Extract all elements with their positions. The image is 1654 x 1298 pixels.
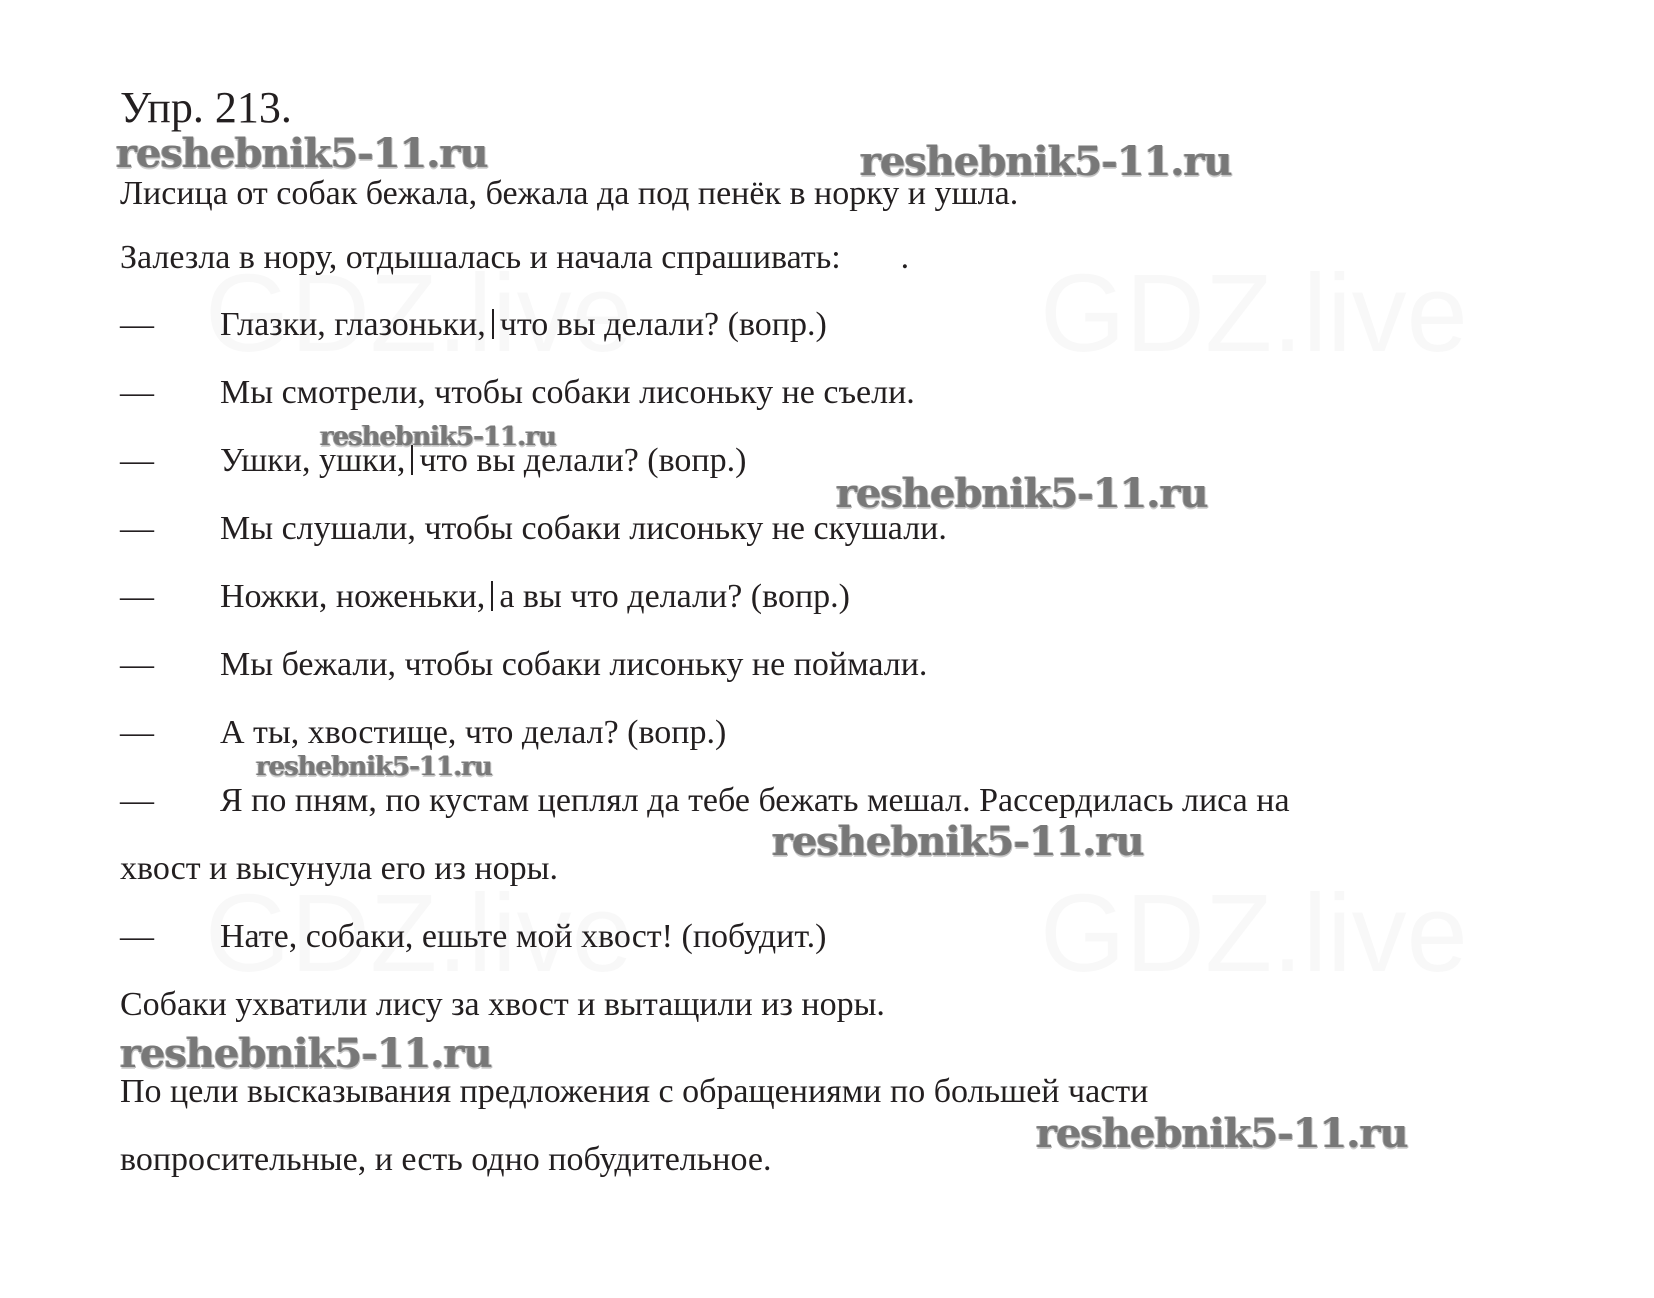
intro-line-2-dot: .: [900, 239, 910, 276]
dialog-line-3-question: что вы делали? (вопр.): [419, 442, 747, 479]
dialog-line-2: Мы смотрели, чтобы собаки лисоньку не съели.: [220, 374, 915, 411]
dialog-dash: —: [120, 714, 154, 751]
faint-watermark: [1040, 870, 1468, 997]
site-watermark: reshebnik5-11.ru: [1036, 1110, 1408, 1157]
dialog-line-5-address: Ножки, ноженьки,: [220, 578, 486, 615]
site-watermark: reshebnik5-11.ru: [772, 818, 1144, 865]
site-watermark: reshebnik5-11.ru: [320, 422, 557, 452]
dialog-line-7: А ты, хвостище, что делал? (вопр.): [220, 714, 727, 751]
dialog-line-4: Мы слушали, чтобы собаки лисоньку не скушали.: [220, 510, 947, 547]
site-watermark: reshebnik5-11.ru: [120, 1030, 492, 1077]
dialog-line-8-continuation: хвост и высунула его из норы.: [120, 850, 558, 887]
intro-line: Лисица от собак бежала, бежала да под пенёк в норку и ушла.: [120, 175, 1019, 212]
dialog-line-1-address: Глазки, глазоньки,: [220, 306, 486, 343]
dialog-dash: —: [120, 782, 154, 819]
intro-line-2-text: Залезла в нору, отдышалась и начала спрашивать:: [120, 239, 841, 276]
dialog-line-6: Мы бежали, чтобы собаки лисоньку не поймали.: [220, 646, 928, 683]
dialog-dash: —: [120, 306, 154, 343]
dialog-dash: —: [120, 442, 154, 479]
site-watermark: reshebnik5-11.ru: [256, 752, 493, 782]
dialog-dash: —: [120, 510, 154, 547]
exercise-title: Упр. 213.: [120, 83, 292, 132]
dialog-line-5-question: а вы что делали? (вопр.): [499, 578, 850, 615]
outro-line: Собаки ухватили лису за хвост и вытащили из норы.: [120, 986, 885, 1023]
dialog-dash: —: [120, 578, 154, 615]
site-watermark: reshebnik5-11.ru: [860, 138, 1232, 185]
conclusion-line-2: вопросительные, и есть одно побудительное.: [120, 1141, 772, 1178]
dialog-dash: —: [120, 374, 154, 411]
site-watermark: reshebnik5-11.ru: [836, 470, 1208, 517]
dialog-line-5: [220, 577, 850, 617]
dialog-line-1-question: что вы делали? (вопр.): [499, 306, 827, 343]
conclusion-line-1: По цели высказывания предложения с обращениями по большей части: [120, 1073, 1149, 1110]
faint-watermark: [1040, 250, 1468, 377]
dialog-line-9: Нате, собаки, ешьте мой хвост! (побудит.): [220, 918, 827, 955]
intro-line-2: [120, 238, 909, 278]
syntax-separator: [491, 581, 493, 611]
dialog-line-3-address: Ушки, ушки,: [220, 442, 406, 479]
syntax-separator: [492, 309, 494, 339]
dialog-dash: —: [120, 918, 154, 955]
dialog-line-8: Я по пням, по кустам цеплял да тебе бежать мешал. Рассердилась лиса на: [220, 782, 1290, 819]
dialog-dash: —: [120, 646, 154, 683]
dialog-line-1: [220, 305, 827, 345]
site-watermark: reshebnik5-11.ru: [116, 130, 488, 177]
